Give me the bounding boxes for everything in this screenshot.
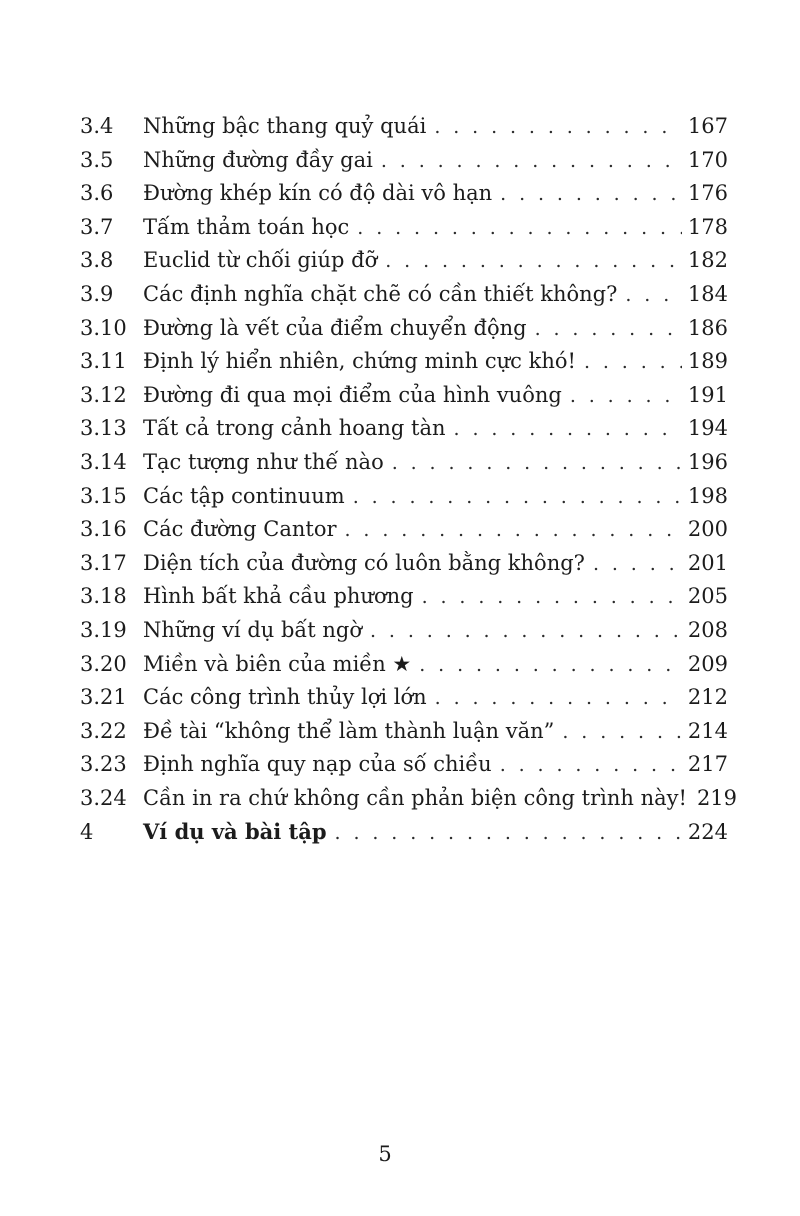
dot-leader <box>584 346 682 380</box>
page-number: 214 <box>687 718 728 743</box>
page-number: 208 <box>687 617 728 642</box>
page-number: 217 <box>687 752 728 777</box>
toc-chapter-4 <box>80 815 728 849</box>
toc-entry-3-8 <box>80 244 728 278</box>
toc-entry-3-23 <box>80 748 728 782</box>
section-number: 3.17 <box>80 550 127 575</box>
dot-leader <box>422 581 682 615</box>
section-number: 3.16 <box>80 517 127 542</box>
section-number: 3.22 <box>80 718 127 743</box>
page-number: 209 <box>687 651 728 676</box>
dot-leader <box>500 749 682 783</box>
page-number: 189 <box>687 349 728 374</box>
toc-entry-3-5 <box>80 144 728 178</box>
page-number: 200 <box>687 517 728 542</box>
section-title: Đường là vết của điểm chuyển động <box>143 315 527 340</box>
toc-entry-3-11 <box>80 345 728 379</box>
dot-leader <box>385 245 682 279</box>
section-number: 3.21 <box>80 685 127 710</box>
page-number: 182 <box>687 248 728 273</box>
section-number: 3.20 <box>80 651 127 676</box>
section-number: 3.9 <box>80 281 114 306</box>
section-title: Những đường đầy gai <box>143 147 373 172</box>
page-number: 186 <box>687 315 728 340</box>
table-of-contents <box>80 110 738 849</box>
section-title: Tất cả trong cảnh hoang tàn <box>143 416 446 441</box>
section-number: 3.5 <box>80 147 114 172</box>
page-number: 196 <box>687 449 728 474</box>
section-number: 3.11 <box>80 349 127 374</box>
page-folio: 5 <box>378 1142 392 1166</box>
dot-leader <box>593 548 682 582</box>
toc-entry-3-9 <box>80 278 728 312</box>
page-number: 224 <box>687 820 728 845</box>
dot-leader <box>392 447 682 481</box>
page-number: 170 <box>687 147 728 172</box>
toc-entry-3-15 <box>80 480 728 514</box>
page-number: 194 <box>687 416 728 441</box>
section-number: 3.24 <box>80 785 127 810</box>
toc-entry-3-7 <box>80 211 728 245</box>
dot-leader <box>535 313 682 347</box>
toc-entry-3-4 <box>80 110 728 144</box>
section-title: Tấm thảm toán học <box>143 214 350 239</box>
dot-leader <box>434 111 682 145</box>
page-number: 178 <box>687 214 728 239</box>
page-number: 167 <box>687 114 728 138</box>
dot-leader <box>370 615 682 649</box>
section-title: Tạc tượng như thế nào <box>143 449 384 474</box>
page-number: 205 <box>687 584 728 609</box>
page-number: 198 <box>687 483 728 508</box>
toc-entry-3-6 <box>80 177 728 211</box>
section-number: 3.7 <box>80 214 114 239</box>
section-title: Các đường Cantor <box>143 517 337 542</box>
toc-entry-3-18 <box>80 580 728 614</box>
section-title: Các công trình thủy lợi lớn <box>143 685 427 710</box>
section-number: 3.12 <box>80 382 127 407</box>
section-title: Các tập continuum <box>143 483 345 508</box>
toc-entry-3-14 <box>80 446 728 480</box>
section-title: Miền và biên của miền ★ <box>143 651 412 676</box>
dot-leader <box>435 682 682 716</box>
section-title: Cần in ra chứ không cần phản biện công trình này! <box>143 785 687 810</box>
section-title: Đường khép kín có độ dài vô hạn <box>143 181 493 206</box>
dot-leader <box>500 178 682 212</box>
page-number: 191 <box>687 382 728 407</box>
section-title: Những bậc thang quỷ quái <box>143 114 427 138</box>
dot-leader <box>335 817 682 851</box>
section-title: Những ví dụ bất ngờ <box>143 617 363 642</box>
toc-entry-3-10 <box>80 312 728 346</box>
page-number: 212 <box>687 685 728 710</box>
toc-entry-3-24 <box>80 782 738 816</box>
dot-leader <box>419 649 682 683</box>
section-number: 3.23 <box>80 752 127 777</box>
section-number: 3.13 <box>80 416 127 441</box>
dot-leader <box>454 413 682 447</box>
section-number: 3.14 <box>80 449 127 474</box>
section-title: Đường đi qua mọi điểm của hình vuông <box>143 382 562 407</box>
section-title: Các định nghĩa chặt chẽ có cần thiết không? <box>143 281 618 306</box>
dot-leader <box>570 380 682 414</box>
dot-leader <box>357 212 682 246</box>
section-number: 3.15 <box>80 483 127 508</box>
toc-entry-3-21 <box>80 681 728 715</box>
page-number: 184 <box>687 281 728 306</box>
section-number: 3.8 <box>80 248 114 273</box>
section-number: 3.18 <box>80 584 127 609</box>
section-title: Định nghĩa quy nạp của số chiều <box>143 752 492 777</box>
dot-leader <box>625 279 682 313</box>
section-title: Định lý hiển nhiên, chứng minh cực khó! <box>143 349 576 374</box>
dot-leader <box>562 716 682 750</box>
section-number: 3.10 <box>80 315 127 340</box>
toc-entry-3-17 <box>80 547 728 581</box>
section-number: 3.19 <box>80 617 127 642</box>
toc-entry-3-12 <box>80 379 728 413</box>
toc-entry-3-22 <box>80 715 728 749</box>
section-title: Đề tài “không thể làm thành luận văn” <box>143 718 555 743</box>
section-title: Hình bất khả cầu phương <box>143 584 414 609</box>
page-number: 219 <box>696 785 738 810</box>
section-number: 3.4 <box>80 114 114 138</box>
chapter-title: Ví dụ và bài tập <box>143 819 327 845</box>
page-number: 201 <box>687 550 728 575</box>
section-number: 3.6 <box>80 181 114 206</box>
toc-entry-3-20 <box>80 648 728 682</box>
toc-entry-3-16 <box>80 513 728 547</box>
dot-leader <box>381 145 682 179</box>
toc-entry-3-19 <box>80 614 728 648</box>
chapter-number: 4 <box>80 820 94 845</box>
dot-leader <box>353 481 682 515</box>
toc-entry-3-13 <box>80 412 728 446</box>
page-number: 176 <box>687 181 728 206</box>
section-title: Diện tích của đường có luôn bằng không? <box>143 550 585 575</box>
dot-leader <box>345 514 682 548</box>
section-title: Euclid từ chối giúp đỡ <box>143 248 378 273</box>
